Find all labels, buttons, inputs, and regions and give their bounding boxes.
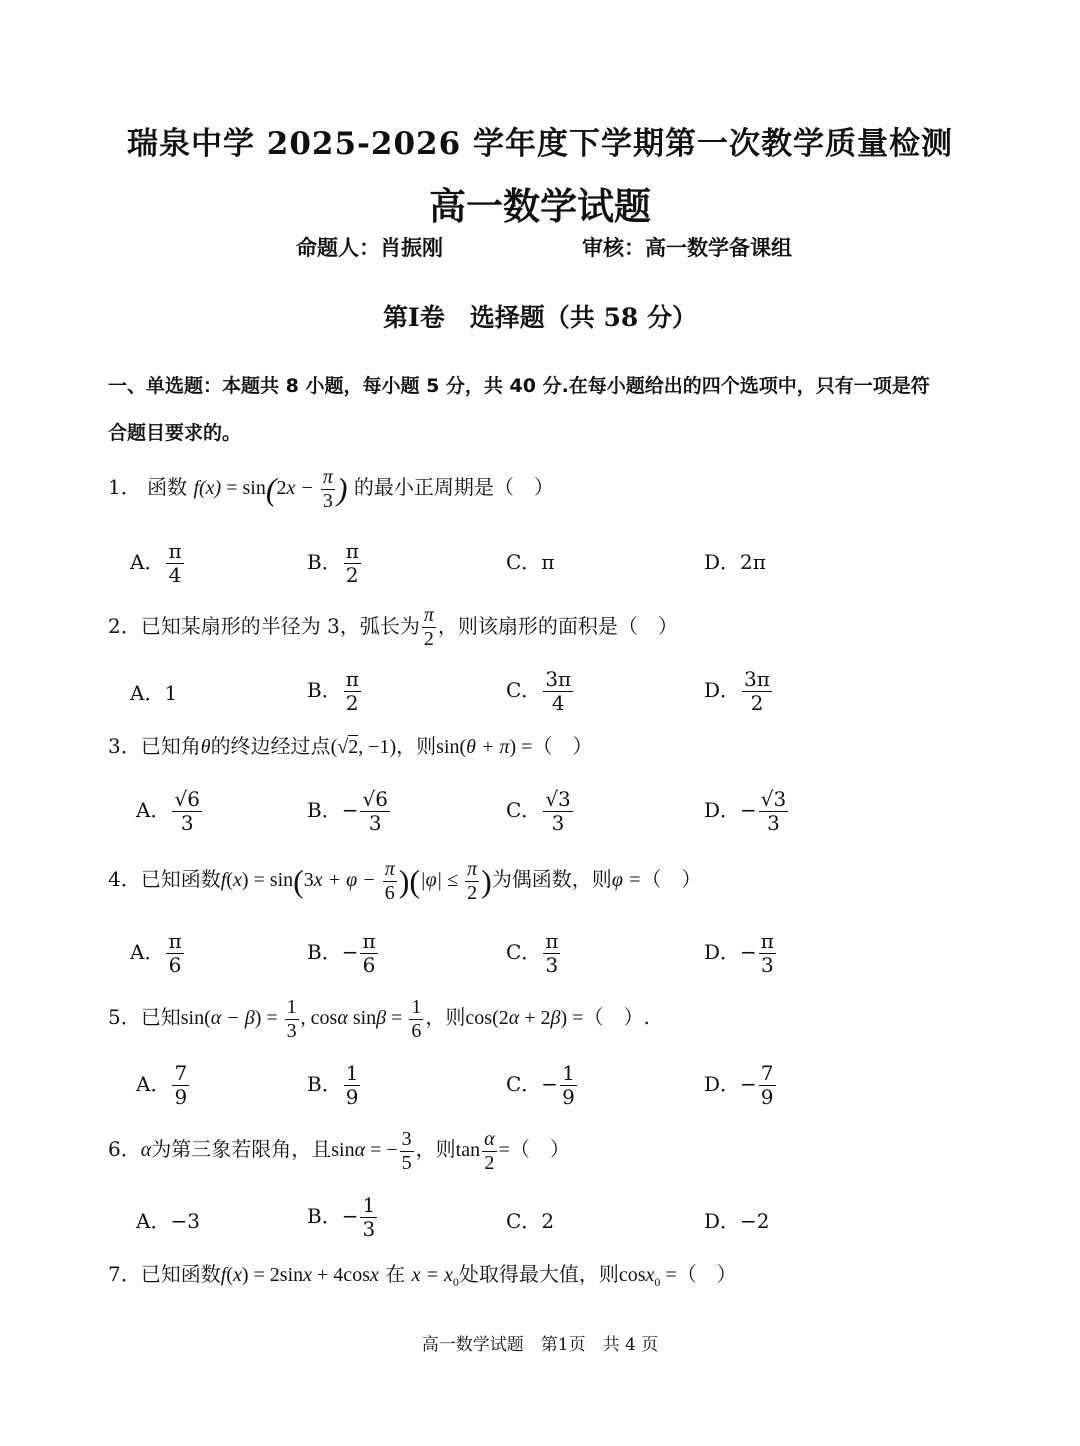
author-line: 命题人：肖振刚 [296,236,443,260]
question-text: 为第三象若限角，且 [151,1137,332,1162]
question-1 [108,466,554,513]
question-text: （ ）. [583,1005,650,1030]
option-4a[interactable]: A． $\frac{\pi}{6}$ [130,929,182,977]
option-1a[interactable]: A． $\frac{\pi}{4}$ [130,539,182,587]
question-text: 已知函数 [140,867,221,892]
option-2a[interactable]: A．1 [130,681,178,705]
question-text: 为偶函数，则 [491,867,612,892]
option-5a[interactable]: A． $\frac{7}{9}$ [136,1061,188,1109]
option-6d[interactable]: D．−2 [704,1209,770,1233]
question-7: 7．已知函数f(x) = 2sinx + 4cosx 在 $x = x_0$处取得最大值，则cosx$_0$ =（ ） [108,1262,737,1289]
question-text: 已知函数 [140,1262,221,1286]
question-6: 6．α为第三象若限角，且sinα = − $\frac{3}{5}$ ，则tan $\frac{\alpha}{2}$ =（ ） [108,1128,570,1174]
question-text: 函数 [147,475,188,500]
question-text: 的最小正周期是（ ） [353,475,554,500]
section-title: 第Ⅰ卷 选择题（共 58 分） [383,303,697,332]
option-3d[interactable]: D．− $\frac{√3}{3}$ [704,787,787,835]
option-2c[interactable]: C． $\frac{3\pi}{4}$ [506,667,572,715]
question-text: ，则 [415,1137,456,1162]
question-text: （ ） [509,1137,570,1162]
option-5d[interactable]: D．− $\frac{7}{9}$ [704,1061,774,1109]
option-1b[interactable]: B． $\frac{\pi}{2}$ [307,539,359,587]
option-2d[interactable]: D． $\frac{3\pi}{2}$ [704,667,770,715]
option-5c[interactable]: C．− $\frac{1}{9}$ [506,1061,575,1109]
question-text: ，则 [425,1005,466,1030]
math-expression: f(x) = sin(2x − $\frac{\pi}{3}$ ) [193,466,348,512]
option-4b[interactable]: B．− $\frac{\pi}{6}$ [307,929,376,977]
question-text: （ ） [676,1262,737,1286]
option-4c[interactable]: C． $\frac{\pi}{3}$ [506,929,559,977]
question-text: ，则 [396,734,437,758]
option-6c[interactable]: C．2 [506,1209,555,1233]
question-text: 处取得最大值，则 [458,1262,619,1286]
instruction-line-1: 一、单选题：本题共 8 小题，每小题 5 分，共 40 分.在每小题给出的四个选项中，只有一项是符 [108,375,930,397]
question-text: ，则该扇形的面积是（ ） [437,614,678,638]
option-1d[interactable]: D．2π [704,550,766,574]
question-text: 已知角 [140,734,201,758]
exam-title: 瑞泉中学 2025-2026 学年度下学期第一次教学质量检测 [126,126,953,162]
option-6a[interactable]: A．−3 [136,1209,200,1233]
question-text: （ ） [641,867,702,892]
question-text: 已知 [140,1005,181,1030]
question-text: （ ） [532,734,593,758]
option-6b[interactable]: B．− $\frac{1}{3}$ [307,1193,376,1241]
question-text: 已知某扇形的半径为 3，弧长为 [140,614,420,638]
option-2b[interactable]: B． $\frac{\pi}{2}$ [307,667,359,715]
exam-subtitle: 高一数学试题 [429,184,651,228]
question-2: 2．已知某扇形的半径为 3，弧长为 $\frac{\pi}{2}$ ，则该扇形的面积是（ ） [108,604,678,650]
option-5b[interactable]: B． $\frac{1}{9}$ [307,1061,359,1109]
instruction-line-2: 合题目要求的。 [108,422,242,444]
question-text: 的终边经过点 [210,734,331,758]
option-3b[interactable]: B．− $\frac{√6}{3}$ [307,787,388,835]
question-5: 5．已知sin(α − β) = $\frac{1}{3}$ , cosα sinβ = $\frac{1}{6}$ ，则cos(2α + 2β) =（ ）. [108,996,650,1042]
option-3a[interactable]: A． $\frac{√6}{3}$ [136,787,200,835]
question-number: 1． [108,475,141,500]
question-3: 3．已知角θ的终边经过点(√2, −1)，则sin(θ + π) =（ ） [108,734,593,758]
reviewer-line: 审核：高一数学备课组 [582,236,792,260]
option-1c[interactable]: C．π [506,550,555,574]
question-4: 4．已知函数f(x) = sin(3x + φ − $\frac{\pi}{6}$ )(|φ| ≤ $\frac{\pi}{2}$ )为偶函数，则φ =（ ） [108,858,702,904]
option-4d[interactable]: D．− $\frac{\pi}{3}$ [704,929,774,977]
page-footer: 高一数学试题 第1页 共 4 页 [421,1335,659,1355]
option-3c[interactable]: C． $\frac{√3}{3}$ [506,787,571,835]
